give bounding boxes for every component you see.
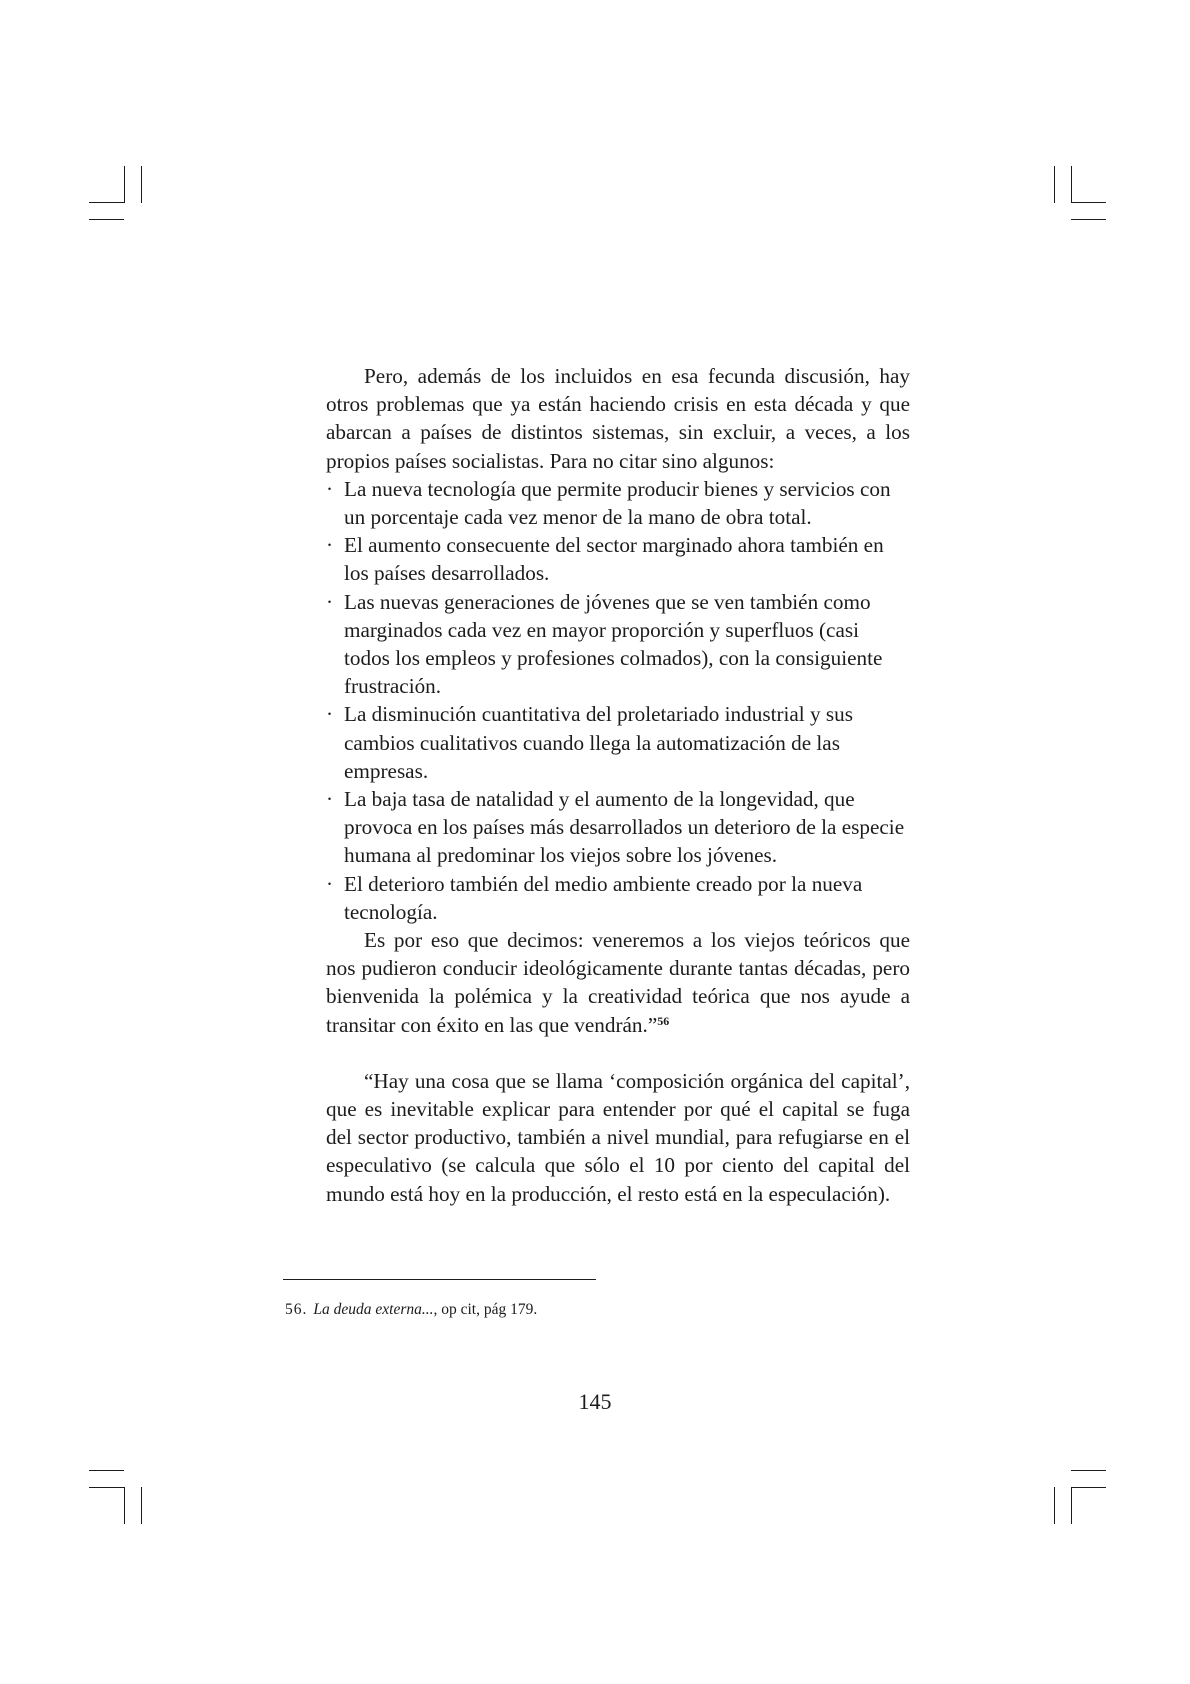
crop-mark-bottom-right-v1 bbox=[1054, 1487, 1055, 1524]
crop-mark-top-left-v2 bbox=[141, 166, 142, 203]
crop-mark-bottom-left-v1 bbox=[124, 1487, 125, 1524]
paragraph-2 bbox=[326, 926, 910, 1039]
list-item bbox=[326, 870, 910, 926]
crop-mark-bottom-right-v2 bbox=[1071, 1487, 1072, 1524]
footnote-divider bbox=[283, 1279, 596, 1280]
bullet-text: Las nuevas generaciones de jóvenes que se ven también como marginados cada vez en mayor proporción y superfluos (casi todos los empleos y profesiones colmados), con la consiguiente frustración. bbox=[344, 589, 883, 699]
paragraph-3: “Hay una cosa que se llama ‘composición orgánica del capital’, que es inevitable explicar para entender por qué el capital se fuga del sector productivo, también a nivel mundial, para refugiarse en el especulativo (se calcula que sólo el 10 por ciento del capital del mundo está hoy en la producción, el resto está en la especulación). bbox=[326, 1068, 910, 1206]
list-item bbox=[326, 475, 910, 531]
footnote bbox=[285, 1301, 537, 1319]
crop-mark-top-left-h2 bbox=[89, 219, 124, 220]
crop-mark-top-right-v2 bbox=[1071, 166, 1072, 203]
crop-mark-bottom-left-h2 bbox=[89, 1470, 124, 1471]
bullet-dot: · bbox=[326, 702, 334, 727]
bullet-text: La disminución cuantitativa del proletariado industrial y sus cambios cualitativos cuando llega la automatización de las empresas. bbox=[344, 702, 853, 783]
crop-mark-top-left-v1 bbox=[124, 166, 125, 203]
paragraph-gap bbox=[326, 1039, 910, 1067]
paragraph-1: Pero, además de los incluidos en esa fecunda discusión, hay otros problemas que ya están haciendo crisis en esta década y que abarcan a países de distintos sistemas, sin excluir, a veces, a los propios países socialistas. Para no citar sino algunos: bbox=[326, 364, 910, 473]
bullet-dot: · bbox=[326, 589, 334, 614]
crop-mark-top-right-h2 bbox=[1071, 219, 1106, 220]
bullet-text: La baja tasa de natalidad y el aumento de la longevidad, que provoca en los países más desarrollados un deterioro de la especie humana al predominar los viejos sobre los jóvenes. bbox=[344, 787, 905, 868]
bullet-text: La nueva tecnología que permite producir bienes y servicios con un porcentaje cada vez menor de la mano de obra total. bbox=[344, 476, 891, 530]
bullet-dot: · bbox=[326, 871, 334, 896]
crop-mark-bottom-right-h bbox=[1071, 1487, 1106, 1488]
list-item bbox=[326, 531, 910, 587]
bullet-dot: · bbox=[326, 787, 334, 812]
bullet-text: El aumento consecuente del sector marginado ahora también en los países desarrollados. bbox=[344, 533, 884, 586]
list-item bbox=[326, 588, 910, 701]
bullet-dot: · bbox=[326, 533, 334, 558]
footnote-reference[interactable]: 56 bbox=[657, 1013, 670, 1028]
crop-mark-bottom-right-h2 bbox=[1071, 1470, 1106, 1471]
footnote-title: La deuda externa... bbox=[313, 1301, 434, 1318]
bullet-list bbox=[326, 475, 910, 926]
list-item bbox=[326, 785, 910, 870]
bullet-dot: · bbox=[326, 476, 334, 501]
crop-mark-top-right-v1 bbox=[1054, 166, 1055, 203]
footnote-citation: , op cit, pág 179. bbox=[433, 1301, 538, 1318]
crop-mark-bottom-left-v2 bbox=[141, 1487, 142, 1524]
crop-mark-top-right-h bbox=[1071, 202, 1106, 203]
list-item bbox=[326, 700, 910, 785]
bullet-text: El deterioro también del medio ambiente creado por la nueva tecnología. bbox=[344, 871, 863, 924]
paragraph-2-text: Es por eso que decimos: veneremos a los viejos teóricos que nos pudieron conducir ideológicamente durante tantas décadas, pero bienvenida la polémica y la creatividad teórica que nos ayude a transitar con éxito en las que vendrán.” bbox=[326, 928, 910, 1037]
footnote-number: 56. bbox=[285, 1301, 308, 1318]
body-text bbox=[326, 362, 910, 1208]
page-number: 145 bbox=[578, 1389, 612, 1414]
crop-mark-top-left-h bbox=[89, 202, 124, 203]
crop-mark-bottom-left-h bbox=[89, 1487, 124, 1488]
